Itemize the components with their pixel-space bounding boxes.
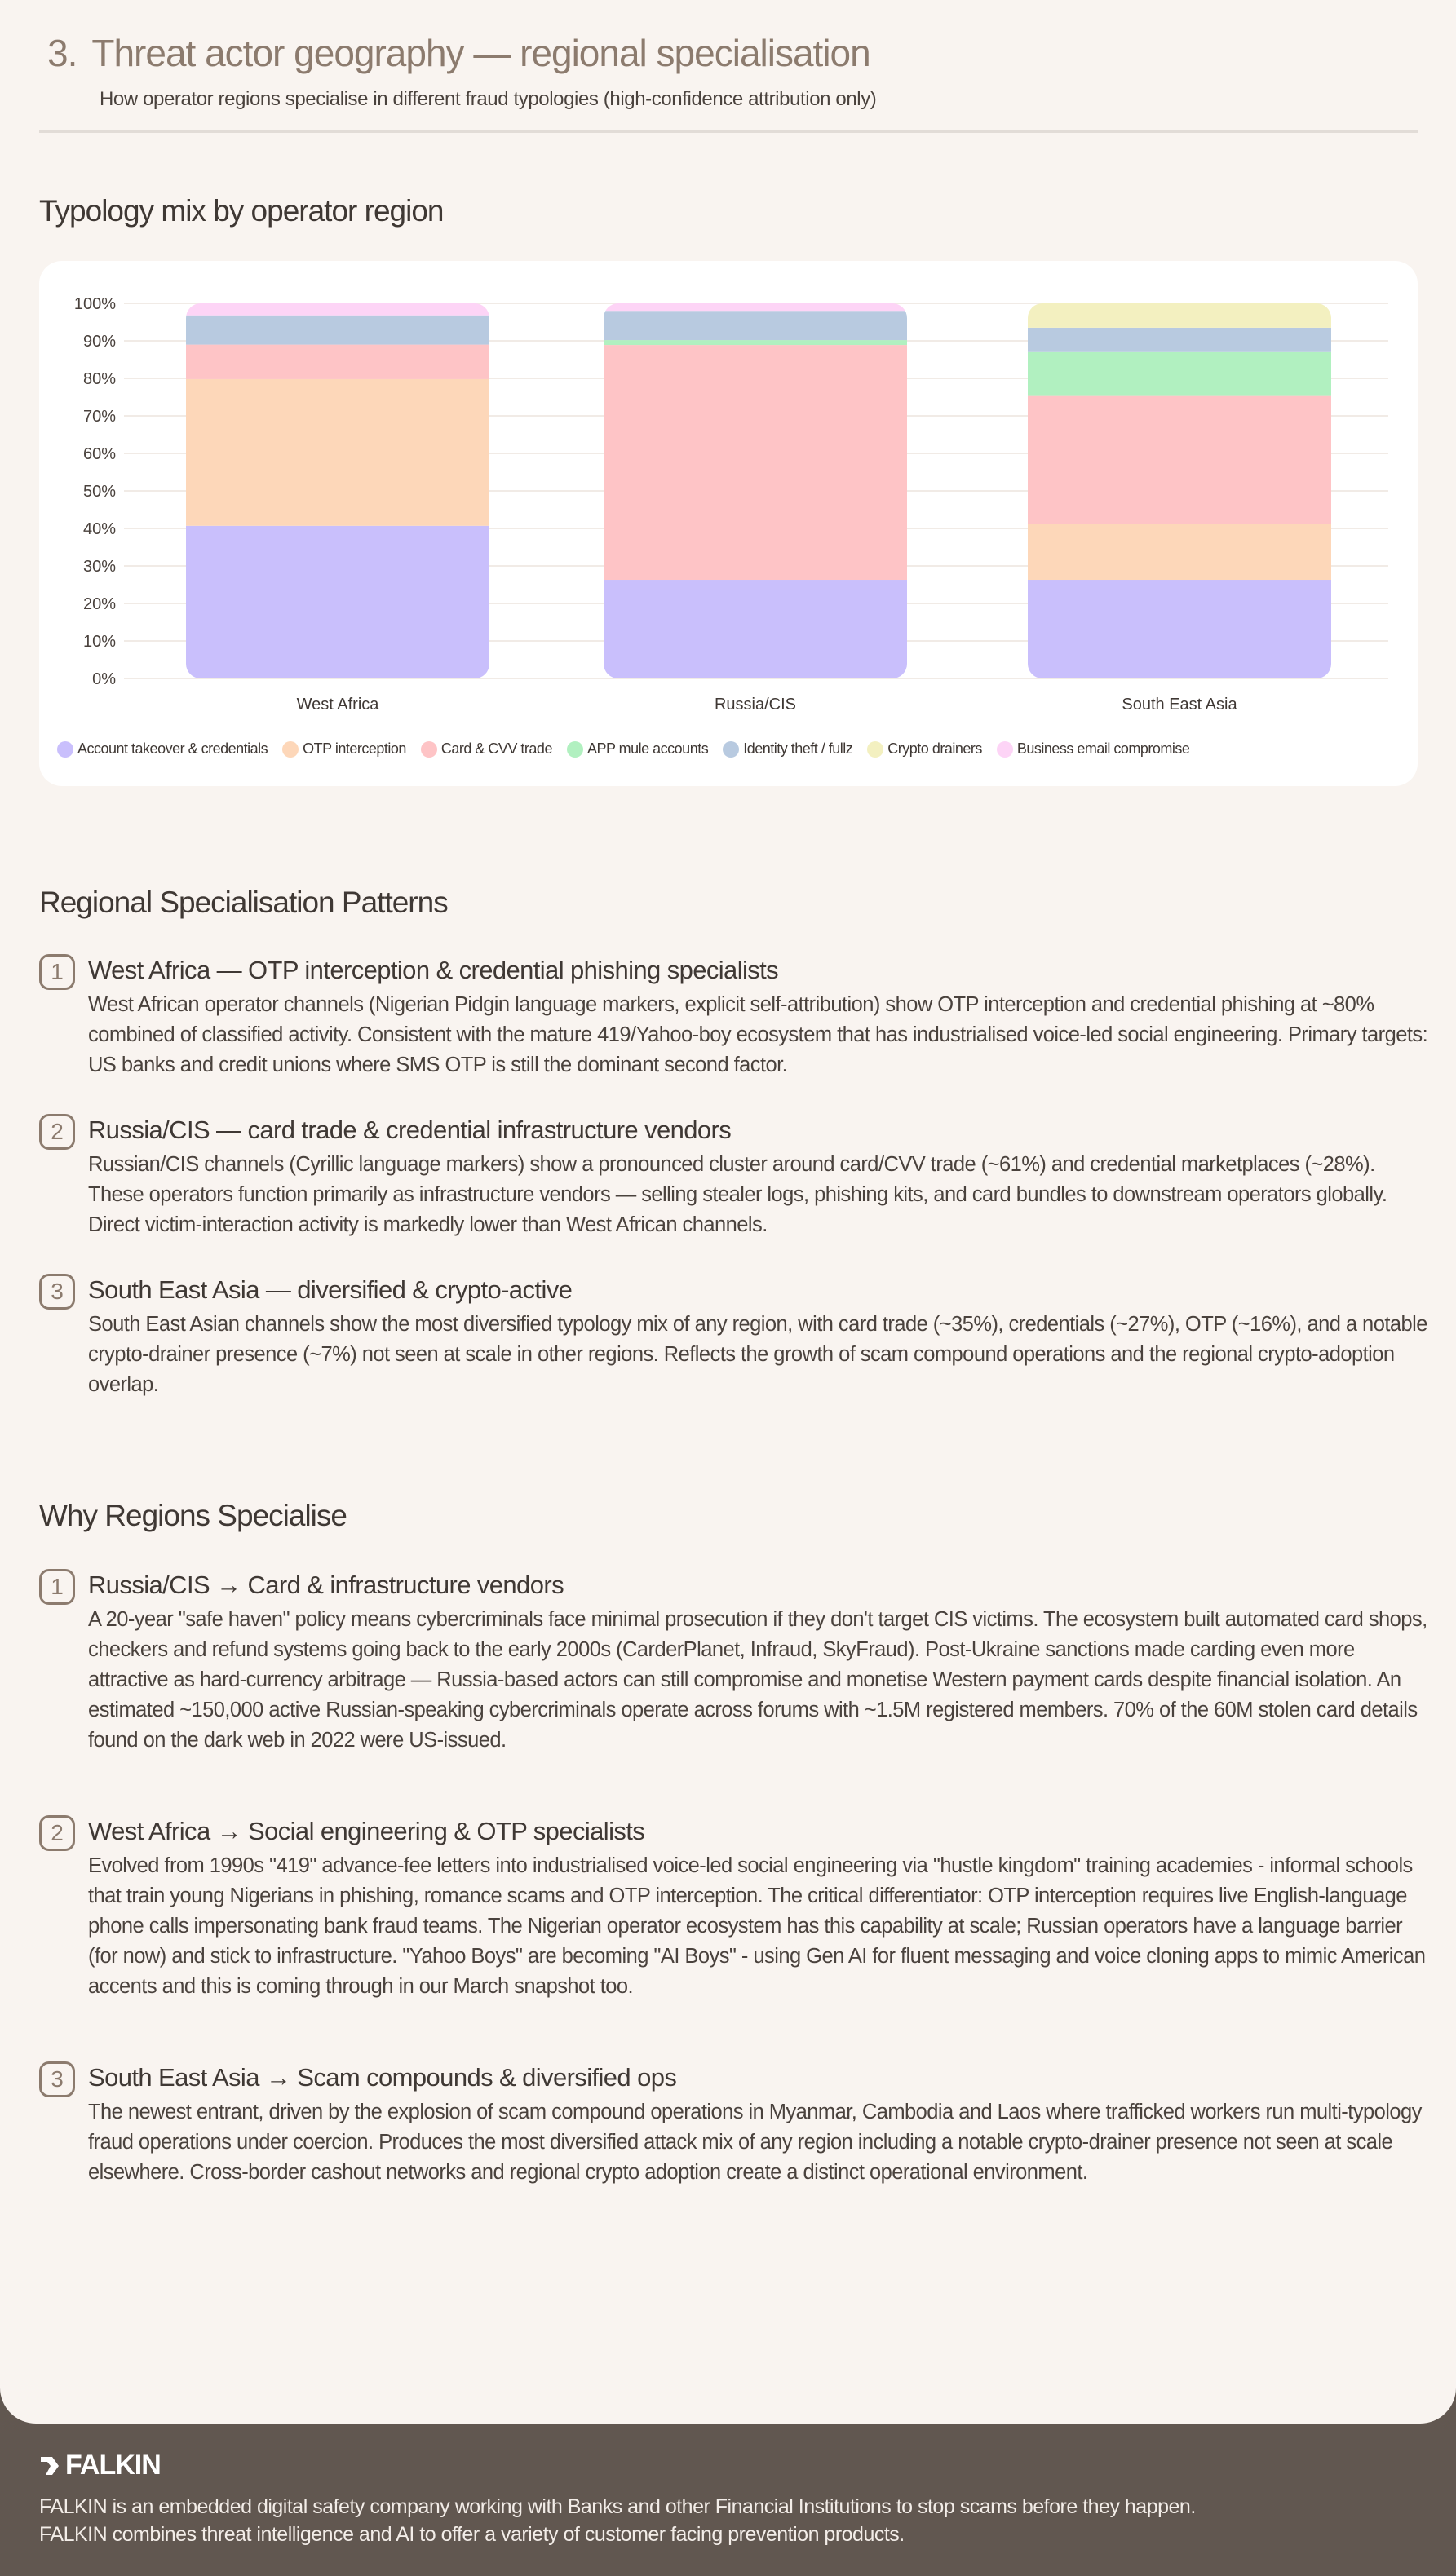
y-tick-label: 20% <box>82 595 116 613</box>
y-tick-label: 10% <box>82 633 116 651</box>
item-title: West Africa → Social engineering & OTP specialists <box>88 1817 645 1845</box>
patterns-heading: Regional Specialisation Patterns <box>39 886 448 919</box>
item-body: Evolved from 1990s "419" advance-fee letters into industrialised voice-led social engineering via "hustle kingdom" training academies - informal schools that train young Nigerians in phishing, romance scams and OTP interception. The critical differentiator: OTP interception requires live English-language phone calls impersonating bank fraud teams. The Nigerian operator ecosystem has this capability at scale; Russian operators have a language barrier (for now) and stick to infrastructure. "Yahoo Boys" are becoming "AI Boys" - using Gen AI for fluent messaging and voice cloning apps to mimic American accents and this is coming through in our March snapshot too. <box>88 1854 1426 1998</box>
footer-text-1: FALKIN is an embedded digital safety company working with Banks and other Financial Institutions to stop scams before they happen. <box>39 2495 1196 2518</box>
y-tick-label: 100% <box>73 295 116 313</box>
y-tick-label: 80% <box>82 370 116 388</box>
item-body: South East Asian channels show the most diversified typology mix of any region, with card trade (~35%), credentials (~27%), OTP (~16%), and a notable crypto-drainer presence (~7%) not seen at scale in other regions. Reflects the growth of scam compound operations and the regional crypto-adoption overlap. <box>88 1313 1427 1396</box>
brand-name: FALKIN <box>65 2450 161 2481</box>
legend-item[interactable] <box>421 740 552 758</box>
legend-label: Crypto drainers <box>887 740 982 757</box>
item-title: South East Asia → Scam compounds & diversified ops <box>88 2063 677 2092</box>
bar-segment-business-email-compromise[interactable] <box>604 303 907 311</box>
divider <box>39 130 1418 133</box>
stacked-bar-chart <box>39 261 1418 734</box>
section-title <box>47 31 870 75</box>
item-body: The newest entrant, driven by the explosion of scam compound operations in Myanmar, Cambodia and Laos where trafficked workers run multi-typology fraud operations under coercion. Produces the most diversified attack mix of any region including a notable crypto-drainer presence not seen at scale elsewhere. Cross-border cashout networks and regional crypto adoption create a distinct operational environment. <box>88 2101 1422 2184</box>
number-badge: 2 <box>39 1815 75 1851</box>
bar-segment-identity-theft-fullz[interactable] <box>1028 328 1331 352</box>
chart-legend <box>57 740 1189 758</box>
item-title: West Africa — OTP interception & credential phishing specialists <box>88 956 779 984</box>
bar-segment-card-cvv-trade[interactable] <box>604 345 907 580</box>
y-tick-label: 50% <box>82 483 116 501</box>
bar-segment-identity-theft-fullz[interactable] <box>186 316 489 345</box>
legend-label: APP mule accounts <box>586 740 709 757</box>
bar-segment-app-mule-accounts[interactable] <box>604 340 907 345</box>
number-badge: 3 <box>39 1274 75 1310</box>
legend-item[interactable] <box>282 740 406 758</box>
x-tick-label: West Africa <box>296 696 379 714</box>
bar-segment-account-takeover-credentials[interactable] <box>604 580 907 678</box>
legend-item[interactable] <box>867 740 982 758</box>
legend-swatch <box>57 741 73 758</box>
bar-segment-account-takeover-credentials[interactable] <box>1028 580 1331 678</box>
item-body: Russian/CIS channels (Cyrillic language markers) show a pronounced cluster around card/CVV trade (~61%) and credential marketplaces (~28%). These operators function primarily as infrastructure vendors — selling stealer logs, phishing kits, and card bundles to downstream operators globally. Direct victim-interaction activity is markedly lower than West African channels. <box>88 1153 1387 1236</box>
legend-swatch <box>867 741 883 758</box>
bar-segment-business-email-compromise[interactable] <box>186 303 489 316</box>
section-number: 3. <box>47 32 77 74</box>
legend-swatch <box>723 741 739 758</box>
item-title: Russia/CIS — card trade & credential infrastructure vendors <box>88 1116 732 1144</box>
y-tick-label: 90% <box>82 333 116 351</box>
number-badge: 1 <box>39 954 75 990</box>
y-tick-label: 0% <box>92 670 116 688</box>
chart-card <box>39 261 1418 786</box>
falkin-logo <box>39 2450 161 2481</box>
item-body: West African operator channels (Nigerian Pidgin language markers, explicit self-attribution) show OTP interception and credential phishing at ~80% combined of classified activity. Consistent with the mature 419/Yahoo-boy ecosystem that has industrialised voice-led social engineering. Primary targets: US banks and credit unions where SMS OTP is still the dominant second factor. <box>88 993 1428 1076</box>
legend-swatch <box>567 741 583 758</box>
y-tick-label: 70% <box>82 408 116 426</box>
section-title-text: Threat actor geography — regional specialisation <box>91 32 870 74</box>
y-tick-label: 40% <box>82 520 116 538</box>
item-title: Russia/CIS → Card & infrastructure vendors <box>88 1571 564 1599</box>
number-badge: 1 <box>39 1569 75 1605</box>
bar-segment-app-mule-accounts[interactable] <box>1028 352 1331 396</box>
legend-item[interactable] <box>997 740 1190 758</box>
legend-item[interactable] <box>723 740 852 758</box>
y-tick-label: 60% <box>82 445 116 463</box>
bar-segment-card-cvv-trade[interactable] <box>186 345 489 379</box>
legend-swatch <box>421 741 437 758</box>
legend-label: Identity theft / fullz <box>743 740 853 757</box>
bar-segment-otp-interception[interactable] <box>186 379 489 526</box>
falkin-logo-icon <box>39 2455 60 2477</box>
legend-swatch <box>997 741 1013 758</box>
x-tick-label: Russia/CIS <box>714 696 797 714</box>
legend-swatch <box>282 741 299 758</box>
bar-segment-card-cvv-trade[interactable] <box>1028 396 1331 524</box>
footer-text-2: FALKIN combines threat intelligence and AI to offer a variety of customer facing prevention products. <box>39 2523 905 2546</box>
why-heading: Why Regions Specialise <box>39 1499 347 1532</box>
bar-segment-crypto-drainers[interactable] <box>1028 303 1331 328</box>
legend-label: Card & CVV trade <box>440 740 552 757</box>
bar-segment-identity-theft-fullz[interactable] <box>604 311 907 340</box>
item-title: South East Asia — diversified & crypto-active <box>88 1275 573 1304</box>
number-badge: 3 <box>39 2061 75 2097</box>
bar-segment-account-takeover-credentials[interactable] <box>186 526 489 678</box>
y-tick-label: 30% <box>82 558 116 576</box>
x-tick-label: South East Asia <box>1122 696 1237 714</box>
number-badge: 2 <box>39 1114 75 1150</box>
section-subtitle: How operator regions specialise in different fraud typologies (high-confidence attribution only) <box>100 88 877 110</box>
legend-label: Business email compromise <box>1016 740 1190 757</box>
legend-label: OTP interception <box>303 740 406 757</box>
legend-label: Account takeover & credentials <box>77 740 268 757</box>
bar-segment-otp-interception[interactable] <box>1028 524 1331 580</box>
legend-item[interactable] <box>567 740 708 758</box>
item-body: A 20-year "safe haven" policy means cybercriminals face minimal prosecution if they don't target CIS victims. The ecosystem built automated card shops, checkers and refund systems going back to the early 2000s (CarderPlanet, Infraud, SkyFraud). Post-Ukraine sanctions made carding even more attractive as hard-currency arbitrage — Russia-based actors can still compromise and monetise Western payment cards despite financial isolation. An estimated ~150,000 active Russian-speaking cybercriminals operate across forums with ~1.5M registered members. 70% of the 60M stolen card details found on the dark web in 2022 were US-issued. <box>88 1608 1427 1752</box>
chart-heading: Typology mix by operator region <box>39 194 444 228</box>
legend-item[interactable] <box>57 740 268 758</box>
